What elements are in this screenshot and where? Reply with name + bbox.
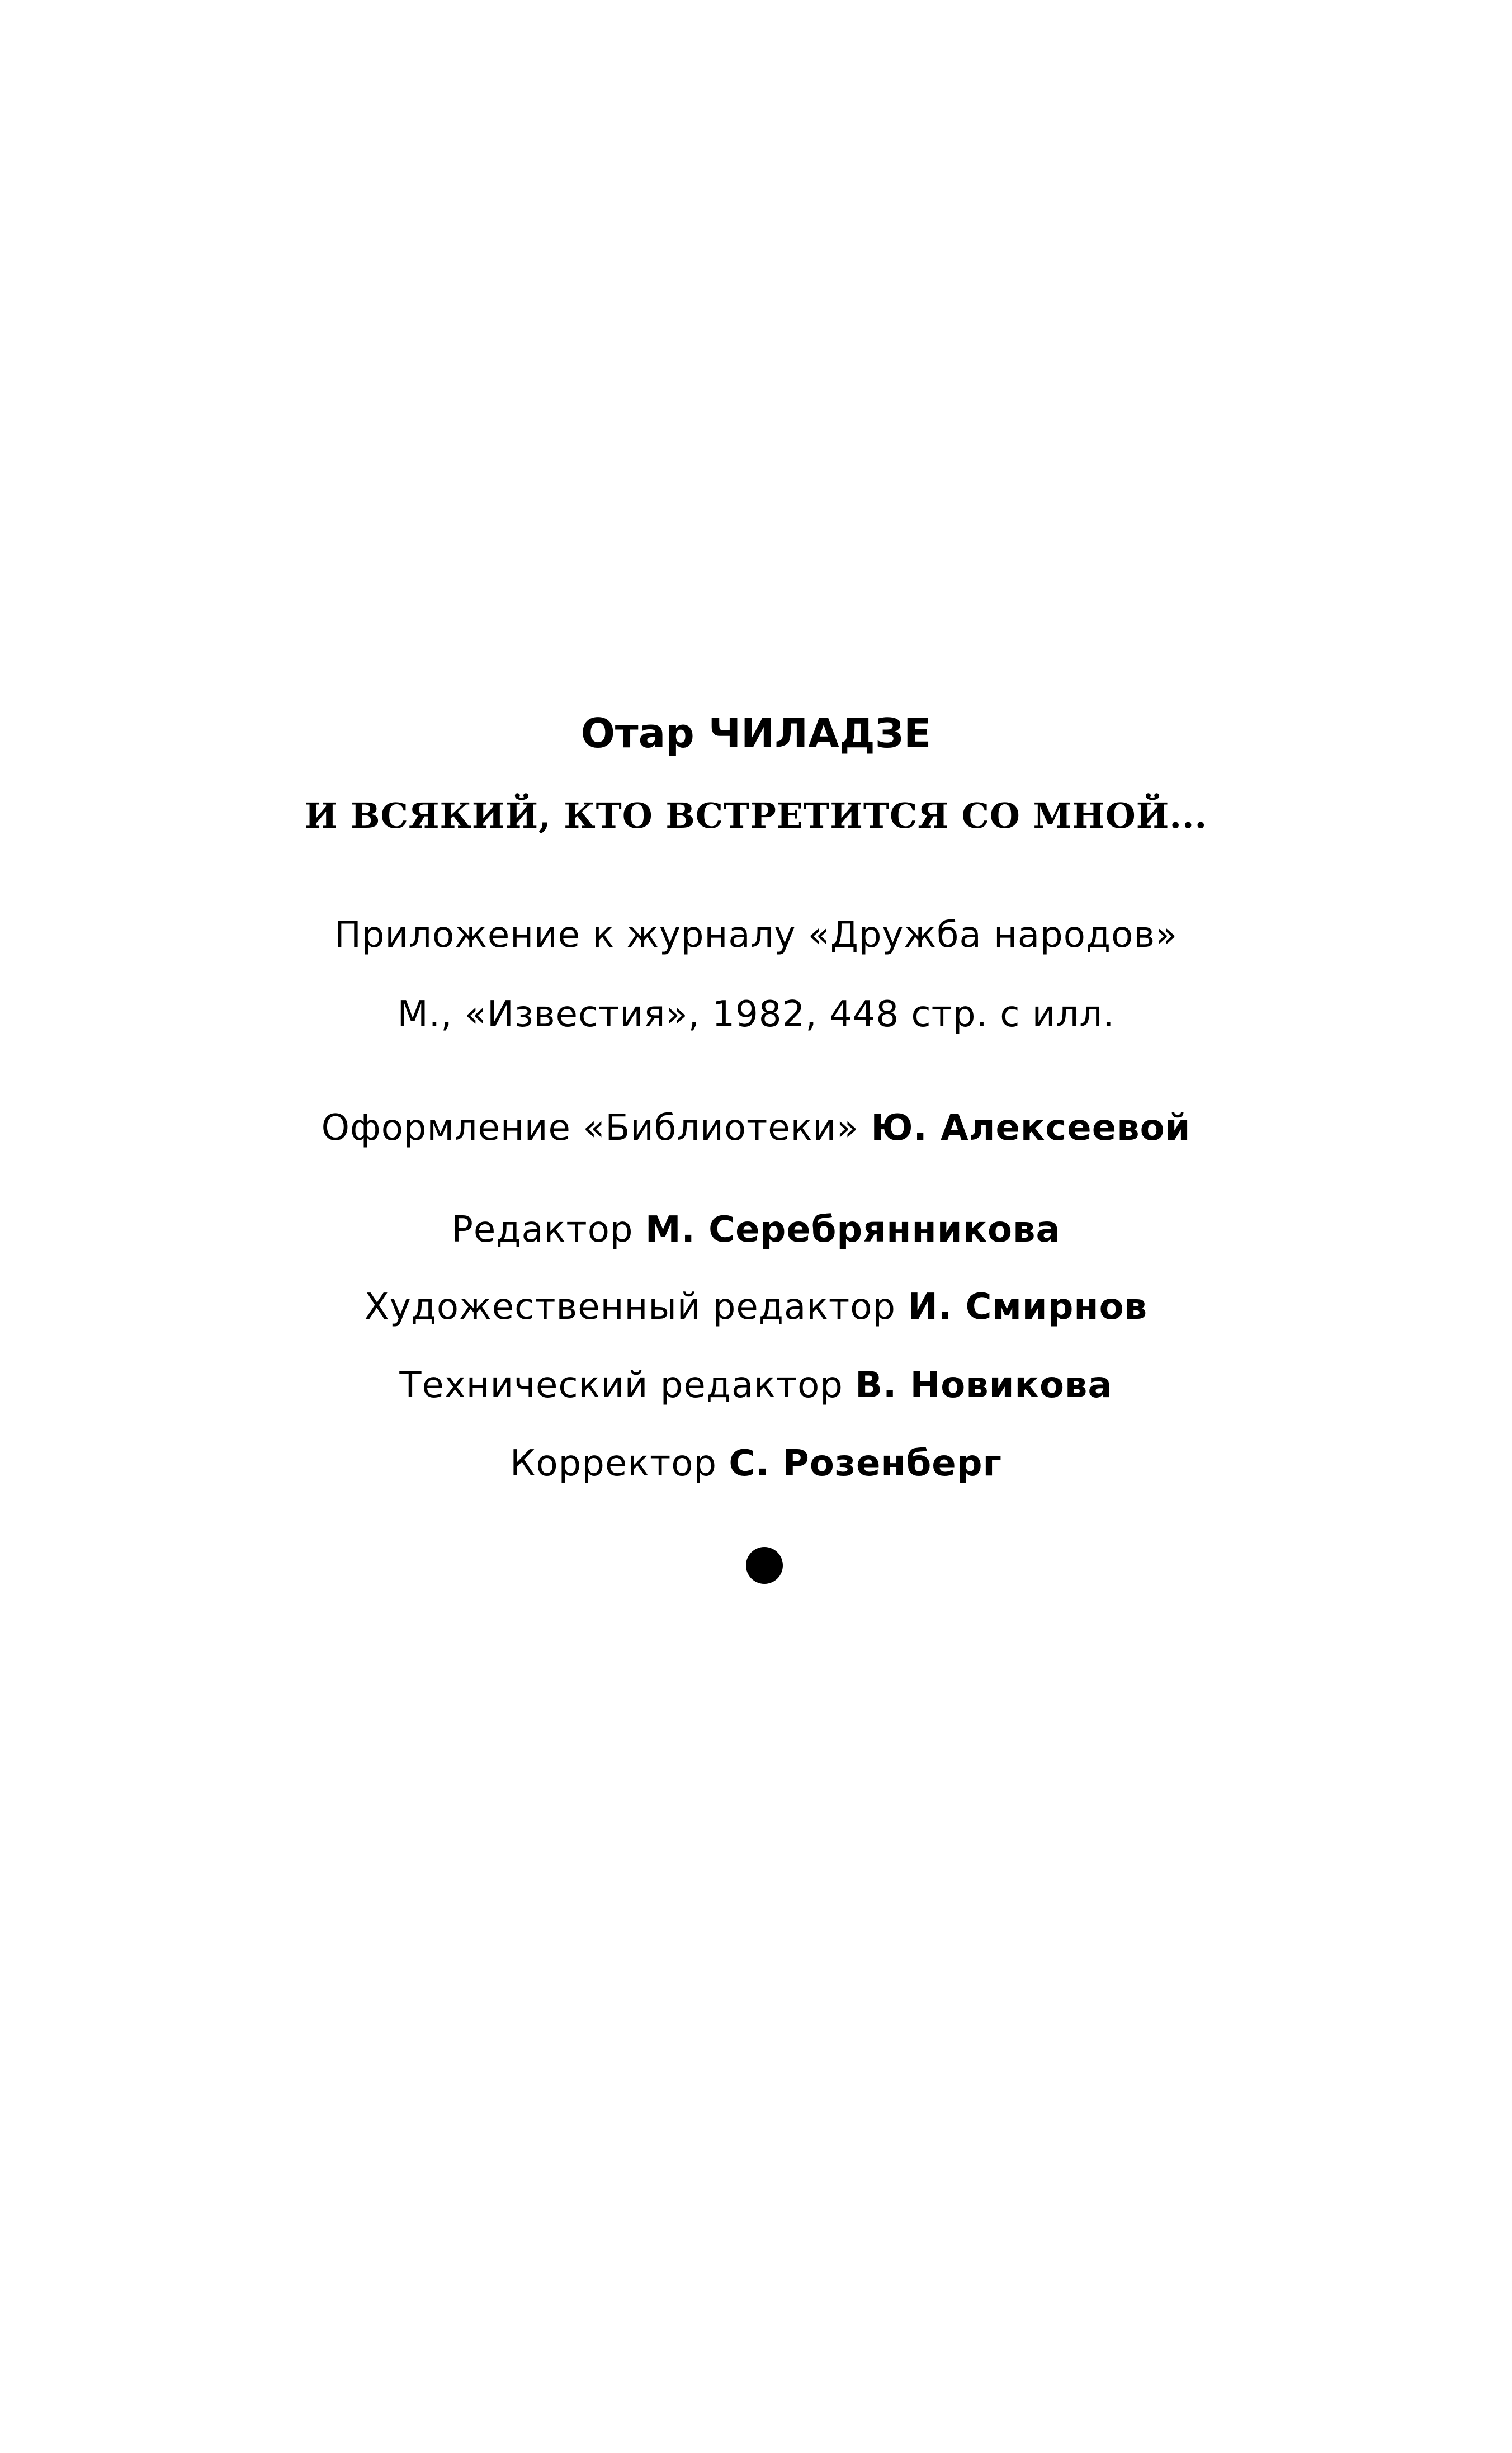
credit-role: Художественный редактор <box>364 1286 896 1328</box>
book-title: И ВСЯКИЙ, КТО ВСТРЕТИТСЯ СО МНОЙ... <box>304 795 1208 836</box>
credit-role: Технический редактор <box>399 1365 843 1406</box>
bullet-dot-ornament <box>746 1547 783 1584</box>
credit-person: В. Новикова <box>855 1365 1113 1406</box>
credit-editor <box>0 1209 1512 1251</box>
credit-role: Редактор <box>451 1209 634 1251</box>
credit-design <box>0 1107 1512 1149</box>
credit-technical-editor <box>0 1365 1512 1406</box>
credit-role: Корректор <box>510 1443 717 1484</box>
credit-role: Оформление «Библиотеки» <box>321 1107 859 1149</box>
supplement-note: Приложение к журналу «Дружба народов» <box>334 914 1178 956</box>
author-last-name: ЧИЛАДЗЕ <box>708 710 932 757</box>
credit-art-editor <box>0 1286 1512 1328</box>
credit-person: И. Смирнов <box>908 1286 1148 1328</box>
imprint-line: М., «Известия», 1982, 448 стр. с илл. <box>397 994 1115 1035</box>
credit-person: М. Серебрянникова <box>645 1209 1061 1251</box>
credit-person: Ю. Алексеевой <box>871 1107 1191 1149</box>
author-first-name: Отар <box>580 710 694 757</box>
credit-proofreader <box>0 1443 1512 1484</box>
author-name <box>0 710 1512 757</box>
credit-person: С. Розенберг <box>729 1443 1002 1484</box>
